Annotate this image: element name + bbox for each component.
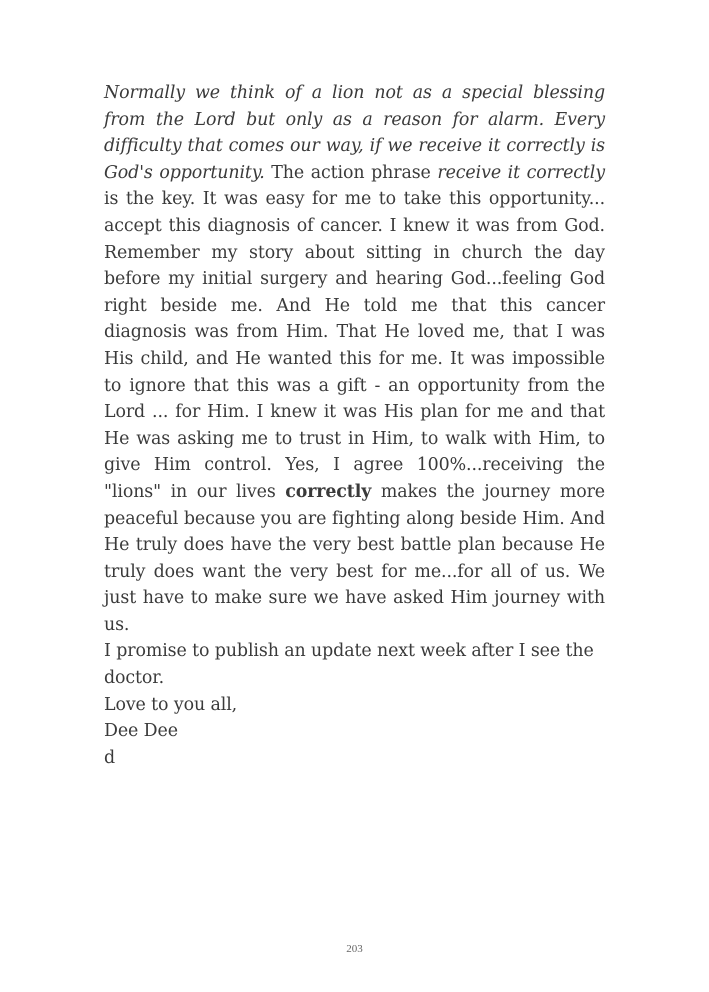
- paragraph-text-a: The action phrase: [264, 162, 438, 183]
- stray-letter: d: [104, 747, 116, 768]
- bold-word-correctly: correctly: [285, 481, 372, 502]
- page-body-text: [104, 80, 605, 771]
- italic-intro: Normally we think of a lion not as a special blessing from the Lord but only as a reason for alarm. Every difficulty that comes our way, if we receive it correctly is God's opportunity.: [104, 83, 605, 183]
- signature: Dee Dee: [104, 721, 178, 742]
- italic-phrase: receive it correctly: [437, 162, 605, 183]
- page-number: 203: [346, 943, 363, 955]
- main-paragraph: [104, 80, 605, 638]
- paragraph-text-b: is the key. It was easy for me to take this opportunity... accept this diagnosis of cancer. I knew it was from God. Remember my story about sitting in church the day before my initial surgery and hearing God...feeling God right beside me. And He told me that this cancer diagnosis was from Him. That He loved me, that I was His child, and He wanted this for me. It was impossible to ignore that this was a gift - an opportunity from the Lord ... for Him. I knew it was His plan for me and that He was asking me to trust in Him, to walk with Him, to give Him control. Yes, I agree 100%...receiving the "lions" in our lives: [104, 189, 605, 502]
- update-paragraph: I promise to publish an update next week after I see the doctor.: [104, 641, 594, 689]
- paragraph-text-c: makes the journey more peaceful because you are fighting along beside Him. And He truly does have the very best battle plan because He truly does want the very best for me...for all of us. We just have to make sure we have asked Him journey with us.: [104, 481, 605, 635]
- closing-line: Love to you all,: [104, 694, 238, 715]
